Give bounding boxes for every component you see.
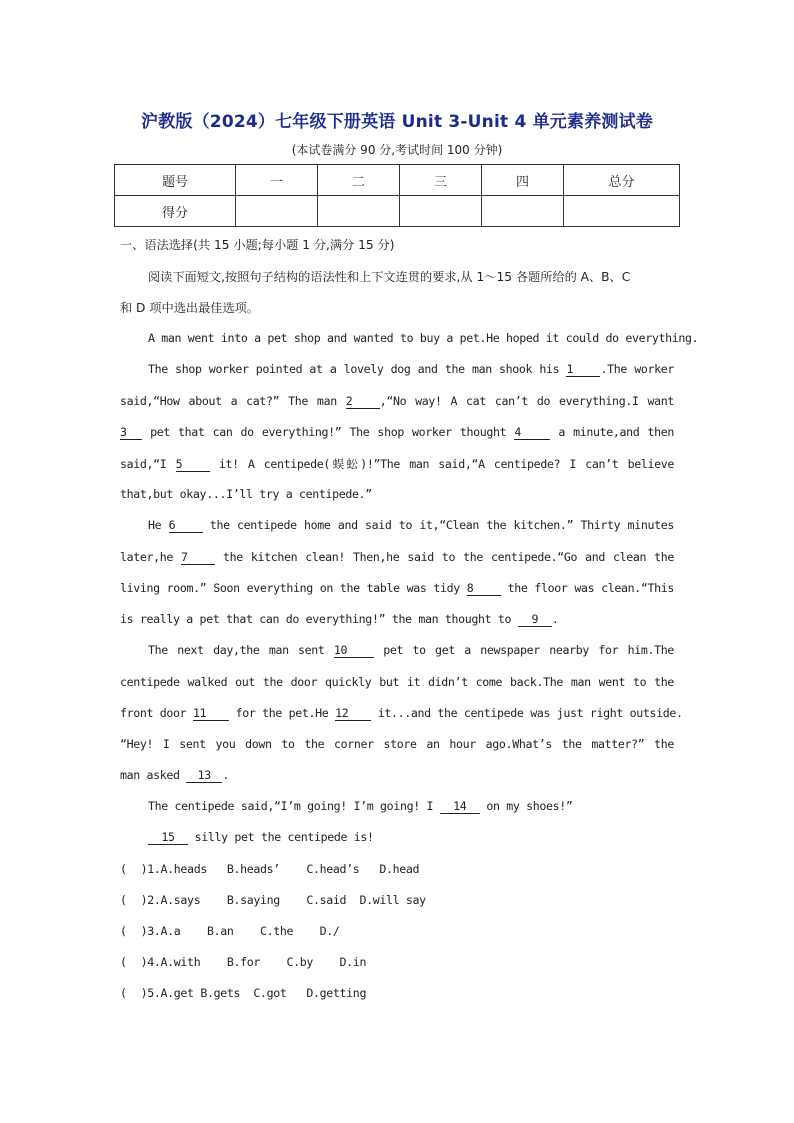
table-cell: 二 <box>318 165 400 196</box>
passage-text: front door <box>120 706 187 720</box>
passage-text: ,“No way! A cat can’t do everything.I want <box>379 394 674 408</box>
score-table-score-row <box>115 196 680 227</box>
passage-line <box>120 550 674 565</box>
blank-6[interactable]: 6 <box>169 519 203 533</box>
score-table <box>114 164 680 227</box>
passage-text: pet to get a newspaper nearby for him.The <box>383 643 674 657</box>
passage-text: said,“I <box>120 457 167 471</box>
passage-text: it! A centipede(蜈蚣)!”The man said,“A centipede? I can’t believe <box>218 457 674 471</box>
blank-14[interactable]: 14 <box>440 800 480 814</box>
passage-text: on my shoes!” <box>486 799 573 813</box>
instruction-line: 阅读下面短文,按照句子结构的语法性和上下文连贯的要求,从 1～15 各题所给的 A、B、C <box>148 270 631 284</box>
passage-text: living room.” Soon everything on the table was tidy <box>120 581 460 595</box>
score-input-cell[interactable] <box>400 196 482 227</box>
passage-line <box>148 518 674 533</box>
score-input-cell[interactable] <box>236 196 318 227</box>
passage-line <box>120 612 558 627</box>
passage-text: pet that can do everything!” The shop worker thought <box>150 425 507 439</box>
passage-line <box>148 643 674 658</box>
passage-text: a minute,and then <box>558 425 674 439</box>
answer-paren-open[interactable]: ( <box>120 893 127 907</box>
blank-8[interactable]: 8 <box>467 582 501 596</box>
passage-text: He <box>148 518 162 532</box>
blank-13[interactable]: 13 <box>186 769 222 783</box>
passage-text: the centipede home and said to it,“Clean the kitchen.” Thirty minutes <box>209 518 674 532</box>
answer-paren-open[interactable]: ( <box>120 986 127 1000</box>
question-4 <box>120 955 366 969</box>
answer-paren-open[interactable]: ( <box>120 924 127 938</box>
passage-line <box>120 394 674 409</box>
table-cell: 得分 <box>115 196 236 227</box>
passage-line <box>120 581 674 596</box>
answer-paren-open[interactable]: ( <box>120 862 127 876</box>
answer-paren-close: ) <box>140 986 148 1000</box>
passage-line <box>120 768 229 783</box>
passage-line <box>120 456 674 472</box>
passage-text: . <box>222 768 229 782</box>
score-input-cell[interactable] <box>482 196 564 227</box>
blank-11[interactable]: 11 <box>193 707 229 721</box>
blank-1[interactable]: 1 <box>566 363 600 377</box>
passage-line <box>148 362 674 377</box>
blank-9[interactable]: 9 <box>518 613 552 627</box>
section-heading: 一、语法选择(共 15 小题;每小题 1 分,满分 15 分) <box>120 238 395 252</box>
question-3 <box>120 924 340 938</box>
passage-line: that,but okay...I’ll try a centipede.” <box>120 487 372 501</box>
answer-paren-close: ) <box>140 893 148 907</box>
question-5 <box>120 986 366 1000</box>
answer-paren-open[interactable]: ( <box>120 955 127 969</box>
passage-line <box>148 830 374 845</box>
question-options: 3.A.a B.an C.the D./ <box>147 924 340 938</box>
table-cell: 一 <box>236 165 318 196</box>
blank-15[interactable]: 15 <box>148 831 188 845</box>
answer-paren-close: ) <box>140 862 148 876</box>
question-2 <box>120 893 426 907</box>
score-input-cell[interactable] <box>564 196 680 227</box>
blank-4[interactable]: 4 <box>514 426 550 440</box>
document-title: 沪教版（2024）七年级下册英语 Unit 3-Unit 4 单元素养测试卷 <box>140 112 654 132</box>
passage-line: A man went into a pet shop and wanted to buy a pet.He hoped it could do everything. <box>148 331 699 345</box>
passage-text: is really a pet that can do everything!” the man thought to <box>120 612 512 626</box>
answer-paren-close: ) <box>140 955 148 969</box>
question-options: 1.A.heads B.heads’ C.head’s D.head <box>147 862 420 876</box>
table-cell: 三 <box>400 165 482 196</box>
blank-10[interactable]: 10 <box>334 644 374 658</box>
answer-paren-close: ) <box>140 924 148 938</box>
blank-7[interactable]: 7 <box>181 551 215 565</box>
passage-line <box>148 799 573 814</box>
blank-5[interactable]: 5 <box>176 458 210 472</box>
passage-text: . <box>551 612 559 626</box>
question-1 <box>120 862 419 876</box>
blank-12[interactable]: 12 <box>335 707 371 721</box>
passage-text: The centipede said,“I’m going! I’m going! I <box>148 799 434 813</box>
blank-2[interactable]: 2 <box>346 395 380 409</box>
passage-text: the kitchen clean! Then,he said to the centipede.“Go and clean the <box>223 550 674 564</box>
passage-text: The next day,the man sent <box>148 643 325 657</box>
passage-line <box>120 706 683 721</box>
passage-text: the floor was clean.“This <box>507 581 674 595</box>
table-cell: 题号 <box>115 165 236 196</box>
passage-text: later,he <box>120 550 174 564</box>
table-cell: 总分 <box>564 165 680 196</box>
blank-3[interactable]: 3 <box>120 426 142 440</box>
passage-line: “Hey! I sent you down to the corner store an hour ago.What’s the matter?” the <box>120 737 674 751</box>
question-options: 4.A.with B.for C.by D.in <box>147 955 367 969</box>
question-options: 2.A.says B.saying C.said D.will say <box>147 893 426 907</box>
passage-text: The shop worker pointed at a lovely dog and the man shook his <box>148 362 560 376</box>
score-input-cell[interactable] <box>318 196 400 227</box>
question-options: 5.A.get B.gets C.got D.getting <box>147 986 367 1000</box>
passage-text: for the pet.He <box>235 706 329 720</box>
passage-text: said,“How about a cat?” The man <box>120 394 337 408</box>
passage-text: .The worker <box>600 362 674 376</box>
exam-info: (本试卷满分 90 分,考试时间 100 分钟) <box>291 143 503 157</box>
passage-line <box>120 425 674 440</box>
passage-text: silly pet the centipede is! <box>194 830 374 844</box>
passage-text: man asked <box>120 768 180 782</box>
passage-line: centipede walked out the door quickly but it didn’t come back.The man went to the <box>120 675 674 689</box>
passage-text: it...and the centipede was just right outside. <box>377 706 683 720</box>
instruction-line: 和 D 项中选出最佳选项。 <box>120 301 260 315</box>
score-table-header-row <box>115 165 680 196</box>
table-cell: 四 <box>482 165 564 196</box>
